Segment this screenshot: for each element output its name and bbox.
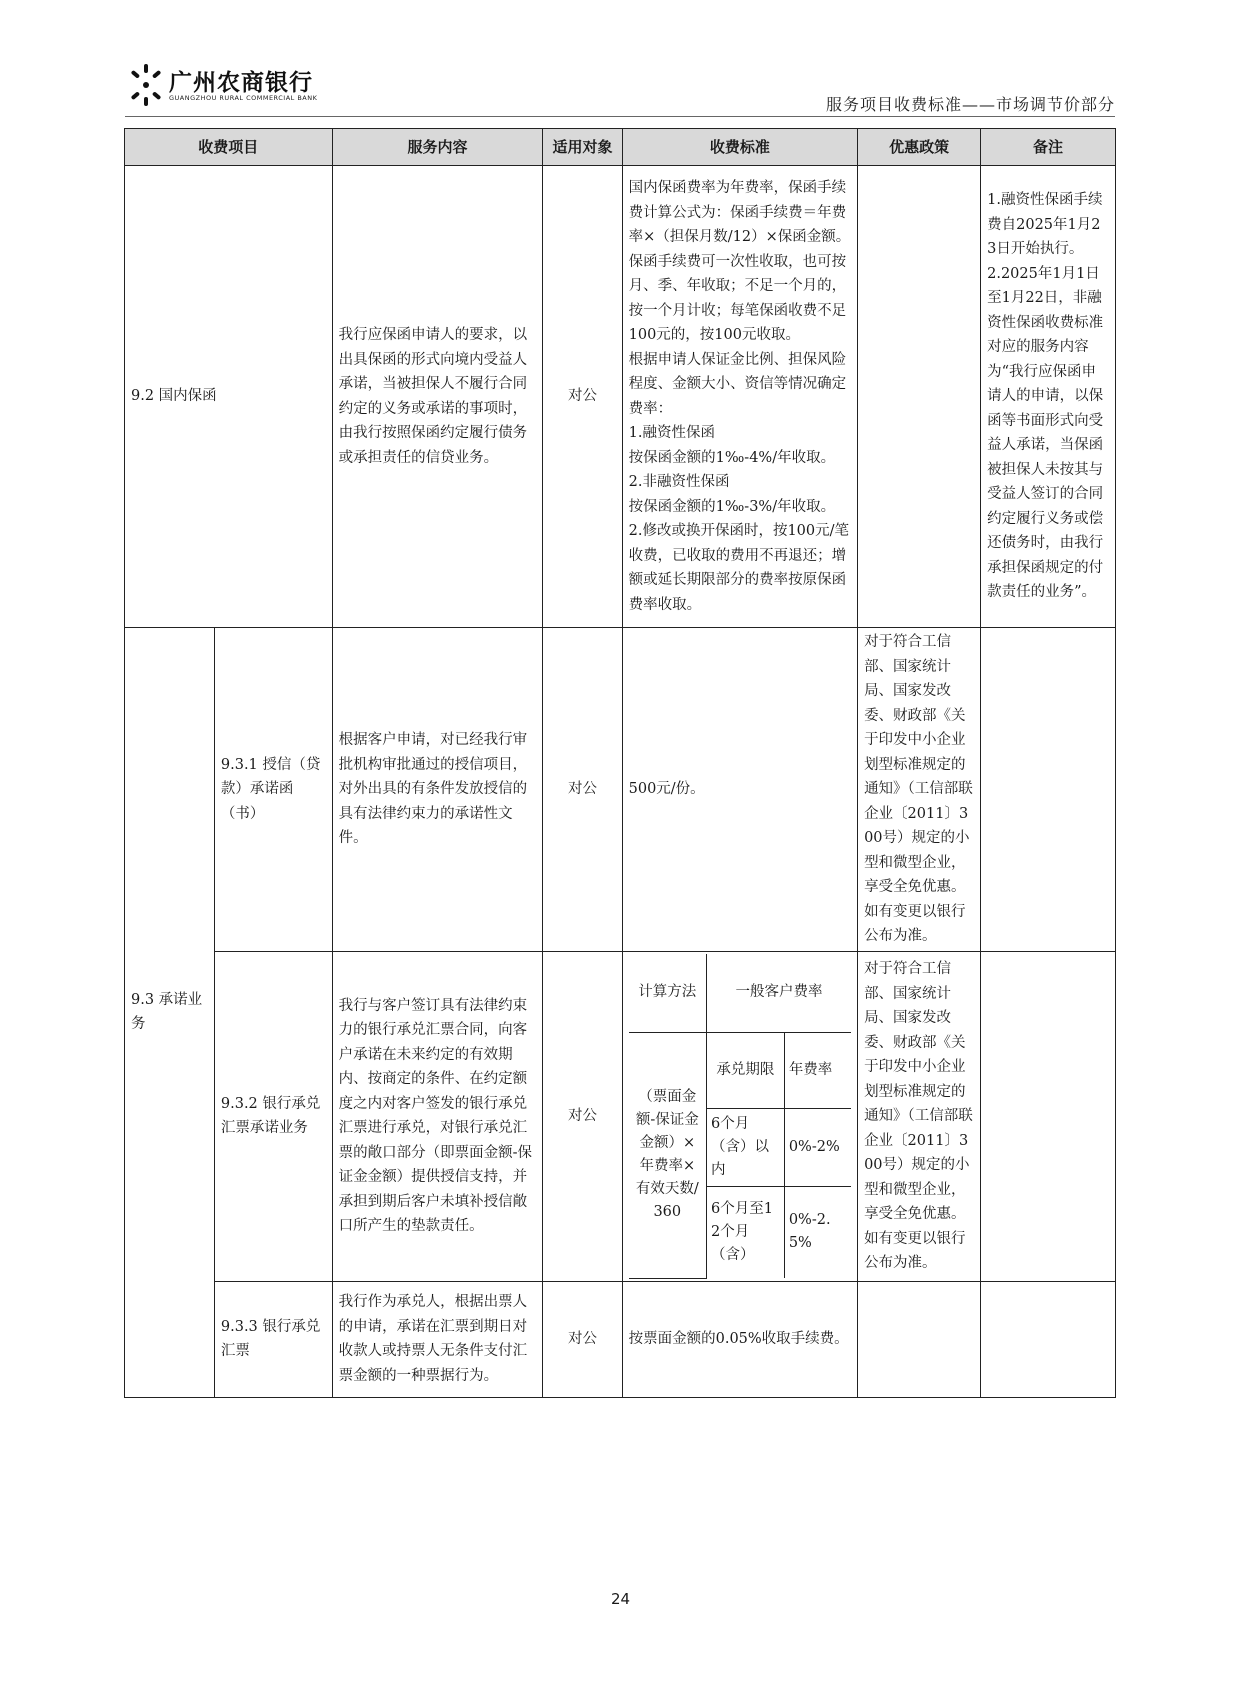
- sub-item-cell: 9.3.1 授信（贷款）承诺函（书）: [214, 628, 332, 952]
- rate-table: [629, 954, 851, 1279]
- policy-cell: [858, 166, 981, 628]
- fee-table: [124, 128, 1116, 1398]
- content-cell: 根据客户申请，对已经我行审批机构审批通过的授信项目，对外出具的有条件发放授信的具有法律约束力的承诺性文件。: [332, 628, 543, 952]
- header-target: 适用对象: [543, 129, 622, 166]
- bank-name-en: GUANGZHOU RURAL COMMERCIAL BANK: [169, 94, 318, 102]
- target-cell: 对公: [543, 166, 622, 628]
- standard-cell: 按票面金额的0.05%收取手续费。: [622, 1281, 857, 1397]
- policy-cell: [858, 1281, 981, 1397]
- tier-term: 6个月（含）以内: [706, 1108, 784, 1186]
- target-cell: 对公: [543, 628, 622, 952]
- standard-line: 根据申请人保证金比例、担保风险程度、金额大小、资信等情况确定费率：: [628, 351, 847, 417]
- sub-item-cell: 9.3.3 银行承兑汇票: [214, 1281, 332, 1397]
- tier-term: 6个月至12个月（含）: [706, 1186, 784, 1278]
- table-header-row: [125, 129, 1116, 166]
- standard-line: 按保函金额的1‰-3%/年收取。: [628, 498, 836, 515]
- remark-line: 1.融资性保函手续费自2025年1月23日开始执行。: [987, 192, 1103, 258]
- policy-cell: 对于符合工信部、国家统计局、国家发改委、财政部《关于印发中小企业划型标准规定的通知》（工信部联企业〔2011〕300号）规定的小型和微型企业，享受全免优惠。如有变更以银行公布为准。: [858, 952, 981, 1282]
- standard-line: 2.非融资性保函: [628, 474, 730, 490]
- header-divider: [125, 116, 1115, 117]
- remarks-cell: [981, 1281, 1116, 1397]
- header-remarks: 备注: [981, 129, 1116, 166]
- remark-line: 2.2025年1月1日至1月22日，非融资性保函收费标准对应的服务内容为“我行应保函申请人的申请，以保函等书面形式向受益人承诺，当保函被担保人未按其与受益人签订的合同约定履行义务或偿还债务时，由我行承担保函规定的付款责任的业务”。: [987, 265, 1104, 601]
- standard-line: 国内保函费率为年费率，保函手续费计算公式为：保函手续费＝年费率×（担保月数/12）×保函金额。保函手续费可一次性收取，也可按月、季、年收取；不足一个月的，按一个月计收；每笔保函收费不足100元的，按100元收取。: [628, 180, 851, 343]
- rate-header-row: [629, 954, 851, 1032]
- standard-cell: [622, 166, 857, 628]
- gzrcb-logo-icon: [131, 62, 161, 108]
- standard-cell: 500元/份。: [622, 628, 857, 952]
- tier-rate: 0%-2%: [784, 1108, 851, 1186]
- page-header: [125, 56, 1115, 116]
- standard-line: 按保函金额的1‰-4%/年收取。: [628, 449, 836, 466]
- sub-item-cell: 9.3.2 银行承兑汇票承诺业务: [214, 952, 332, 1282]
- rate-label: 年费率: [784, 1032, 851, 1108]
- calc-method-label: 计算方法: [629, 954, 707, 1032]
- remarks-cell: [981, 952, 1116, 1282]
- target-cell: 对公: [543, 952, 622, 1282]
- table-row: [125, 1281, 1116, 1397]
- table-row: [125, 166, 1116, 628]
- remarks-cell: [981, 628, 1116, 952]
- header-content: 服务内容: [332, 129, 543, 166]
- header-item: 收费项目: [125, 129, 333, 166]
- document-title: 服务项目收费标准——市场调节价部分: [825, 95, 1115, 114]
- header-policy: 优惠政策: [858, 129, 981, 166]
- policy-cell: 对于符合工信部、国家统计局、国家发改委、财政部《关于印发中小企业划型标准规定的通知》（工信部联企业〔2011〕300号）规定的小型和微型企业，享受全免优惠。如有变更以银行公布为准。: [858, 628, 981, 952]
- item-cell: 9.2 国内保函: [125, 166, 333, 628]
- page-number: 24: [610, 1590, 631, 1608]
- term-label: 承兑期限: [706, 1032, 784, 1108]
- header-standard: 收费标准: [622, 129, 857, 166]
- general-rate-label: 一般客户费率: [706, 954, 851, 1032]
- formula-cell: （票面金额-保证金金额）×年费率×有效天数/360: [629, 1032, 707, 1278]
- group-item-cell: 9.3 承诺业务: [125, 628, 215, 1398]
- rate-subheader-row: [629, 1032, 851, 1108]
- table-row: [125, 628, 1116, 952]
- standard-line: 2.修改或换开保函时，按100元/笔收费，已收取的费用不再退还；增额或延长期限部分的费率按原保函费率收取。: [628, 523, 850, 613]
- content-cell: 我行与客户签订具有法律约束力的银行承兑汇票合同，向客户承诺在未来约定的有效期内、按商定的条件、在约定额度之内对客户签发的银行承兑汇票进行承兑，对银行承兑汇票的敞口部分（即票面金额-保证金金额）提供授信支持，并承担到期后客户未填补授信敞口所产生的垫款责任。: [332, 952, 543, 1282]
- content-cell: 我行作为承兑人，根据出票人的申请，承诺在汇票到期日对收款人或持票人无条件支付汇票金额的一种票据行为。: [332, 1281, 543, 1397]
- remarks-cell: [981, 166, 1116, 628]
- bank-name-cn: 广州农商银行: [169, 70, 313, 96]
- target-cell: 对公: [543, 1281, 622, 1397]
- table-row: [125, 952, 1116, 1282]
- standard-cell: [622, 952, 857, 1282]
- standard-line: 1.融资性保函: [628, 425, 715, 441]
- content-cell: 我行应保函申请人的要求，以出具保函的形式向境内受益人承诺，当被担保人不履行合同约定的义务或承诺的事项时，由我行按照保函约定履行债务或承担责任的信贷业务。: [332, 166, 543, 628]
- tier-rate: 0%-2.5%: [784, 1186, 851, 1278]
